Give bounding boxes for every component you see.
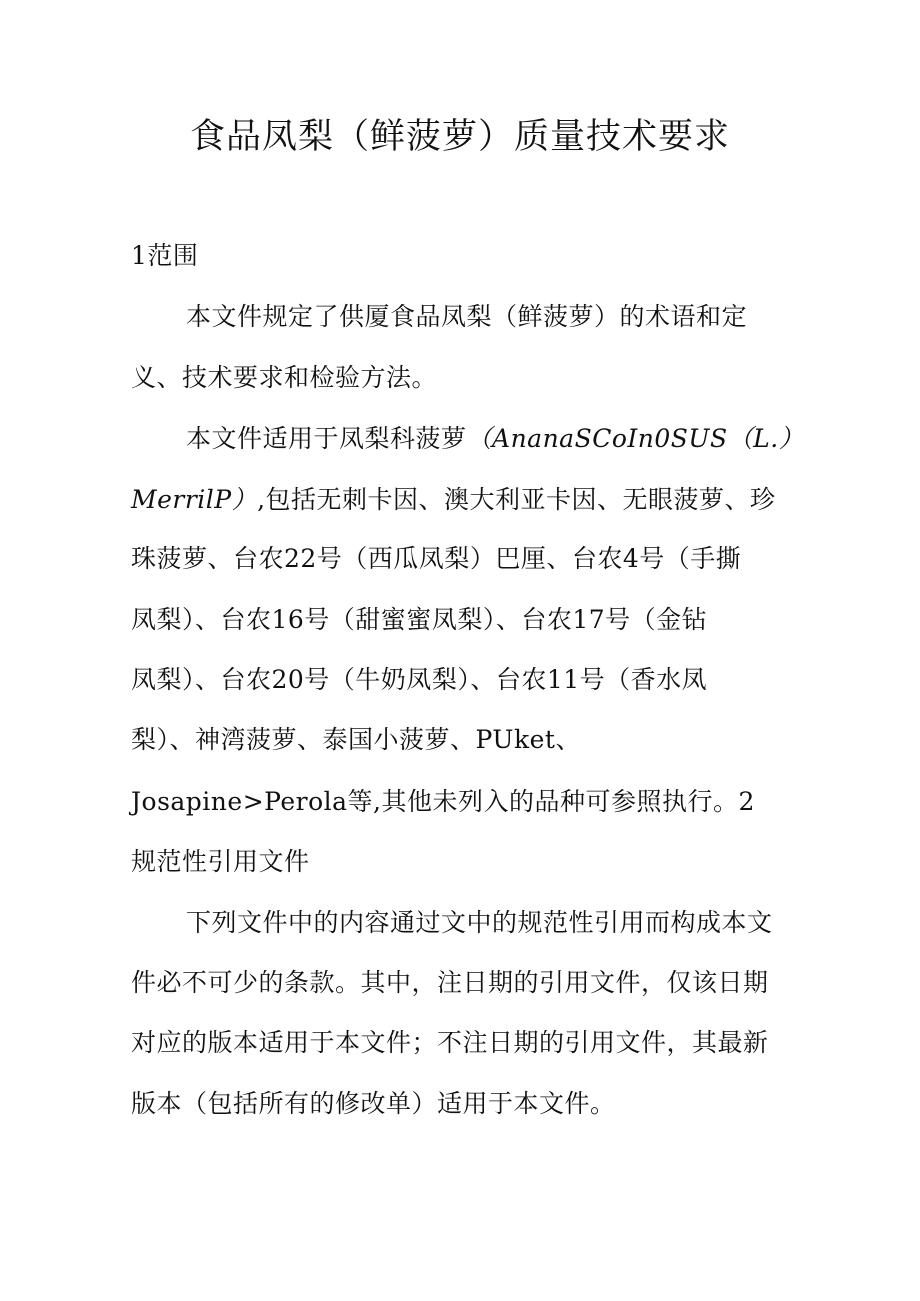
scope-paragraph-2-line-6: 梨）、神湾菠萝、泰国小菠萝、PUket、 [131, 725, 581, 754]
scope-paragraph-2-text: 本文件适用于凤梨科菠萝 [186, 424, 467, 453]
scope-paragraph-2-line-5: 凤梨）、台农20号（牛奶凤梨）、台农11号（香水凤 [131, 665, 708, 694]
section-heading-scope: 1范围 [131, 241, 199, 270]
scope-paragraph-2-line-7: Josapine>Perola等,其他未列入的品种可参照执行。2 [131, 787, 755, 816]
section-heading-normative-references: 规范性引用文件 [131, 847, 310, 876]
scope-paragraph-2-line-2 [131, 482, 776, 518]
latin-name-part-1: （AnanaSCoIn0SUS（L.） [466, 424, 805, 453]
scope-paragraph-2-line-4: 凤梨）、台农16号（甜蜜蜜凤梨）、台农17号（金钻 [131, 605, 708, 634]
variety-list-start: ,包括无刺卡因、澳大利亚卡因、无眼菠萝、珍 [257, 485, 776, 514]
references-paragraph-line-3: 对应的版本适用于本文件；不注日期的引用文件，其最新 [131, 1028, 769, 1057]
latin-name-part-2: MerrilP） [131, 485, 258, 514]
scope-paragraph-1-line-1: 本文件规定了供厦食品凤梨（鲜菠萝）的术语和定 [186, 302, 748, 331]
scope-paragraph-1-line-2: 义、技术要求和检验方法。 [131, 363, 438, 392]
document-title: 食品凤梨（鲜菠萝）质量技术要求 [189, 117, 730, 157]
references-paragraph-line-1: 下列文件中的内容通过文中的规范性引用而构成本文 [186, 908, 773, 937]
references-paragraph-line-2: 件必不可少的条款。其中，注日期的引用文件，仅该日期 [131, 968, 769, 997]
scope-paragraph-2-line-1 [186, 421, 804, 457]
references-paragraph-line-4: 版本（包括所有的修改单）适用于本文件。 [131, 1089, 616, 1118]
scope-paragraph-2-line-3: 珠菠萝、台农22号（西瓜凤梨）巴厘、台农4号（手撕 [131, 544, 742, 573]
